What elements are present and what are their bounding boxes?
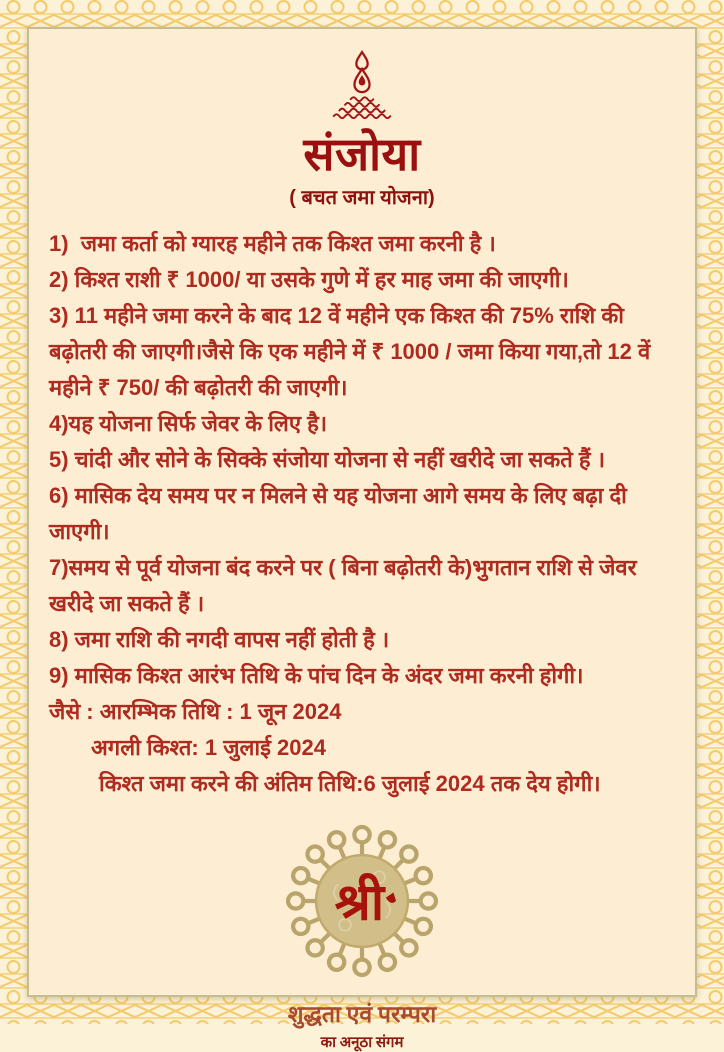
page-title: संजोया	[303, 128, 421, 180]
shree-monogram: श्री	[334, 875, 385, 932]
rule-item-8: 8) जमा राशि की नगदी वापस नहीं होती है ।	[49, 626, 390, 652]
example-next-installment: अगली किश्त: 1 जुलाई 2024	[91, 734, 326, 760]
rules-list	[49, 226, 675, 802]
rule-item-6: 6) मासिक देय समय पर न मिलने से यह योजना आगे समय के लिए बढ़ा दी जाएगी।	[49, 482, 633, 544]
rule-item-7: 7)समय से पूर्व योजना बंद करने पर ( बिना बढ़ोतरी के)भुगतान राशि से जेवर खरीदे जा सकते हैं ।	[49, 554, 643, 616]
diya-icon	[329, 49, 395, 123]
logo-block	[47, 816, 677, 991]
rule-item-2: 2) किश्त राशी ₹ 1000/ या उसके गुणे में हर माह जमा की जाएगी।	[49, 266, 569, 292]
example-block	[49, 694, 675, 802]
rule-item-1: 1) जमा कर्ता को ग्यारह महीने तक किश्त जमा करनी है ।	[49, 230, 496, 256]
rule-item-3: 3) 11 महीने जमा करने के बाद 12 वें महीने एक किश्त की 75% राशि की बढ़ोतरी की जाएगी।जैसे कि एक महीने में ₹ 1000 / जमा किया गया,तो 12 वें महीने ₹ 750/ की बढ़ोतरी की जाएगी।	[49, 302, 657, 400]
footer	[47, 997, 677, 1052]
rule-item-5: 5) चांदी और सोने के सिक्के संजोया योजना से नहीं खरीदे जा सकते हैं ।	[49, 446, 606, 472]
shree-sunburst-icon	[277, 816, 447, 986]
example-last-date: किश्त जमा करने की अंतिम तिथि:6 जुलाई 2024 तक देय होगी।	[99, 770, 601, 796]
brand-header	[47, 49, 677, 210]
tagline: शुद्धता एवं परम्परा	[287, 1001, 437, 1027]
rule-item-4: 4)यह योजना सिर्फ जेवर के लिए है।	[49, 410, 328, 436]
example-start-date: जैसे : आरम्भिक तिथि : 1 जून 2024	[49, 698, 342, 724]
content-panel	[27, 27, 697, 1051]
page-subtitle: ( बचत जमा योजना)	[289, 186, 435, 209]
rule-item-9: 9) मासिक किश्त आरंभ तिथि के पांच दिन के अंदर जमा करनी होगी।	[49, 662, 584, 688]
subtagline: का अनूठा संगम	[320, 1034, 404, 1051]
